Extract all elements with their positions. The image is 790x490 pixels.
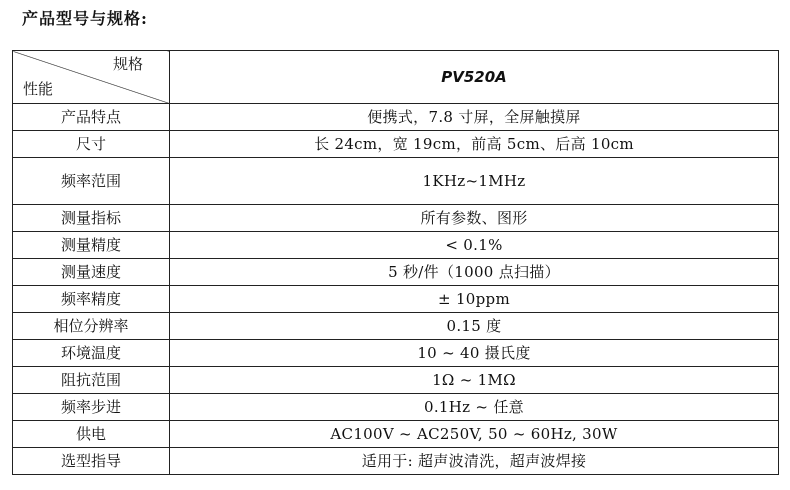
section-heading: 产品型号与规格: [22, 9, 148, 28]
row-label: 阻抗范围 [13, 367, 170, 394]
header-performance-label: 性能 [23, 80, 54, 98]
table-row [13, 313, 779, 340]
row-value: 长 24cm，宽 19cm，前高 5cm、后高 10cm [170, 131, 779, 158]
row-value: < 0.1% [170, 232, 779, 259]
row-value: 1KHz~1MHz [170, 158, 779, 205]
row-label: 测量精度 [13, 232, 170, 259]
row-value: AC100V ~ AC250V, 50 ~ 60Hz, 30W [170, 421, 779, 448]
table-row [13, 158, 779, 205]
row-label: 产品特点 [13, 104, 170, 131]
model-name-cell: PV520A [170, 51, 779, 104]
row-value: 5 秒/件（1000 点扫描） [170, 259, 779, 286]
table-row [13, 131, 779, 158]
row-value: 0.15 度 [170, 313, 779, 340]
row-label: 尺寸 [13, 131, 170, 158]
table-row [13, 259, 779, 286]
row-label: 频率范围 [13, 158, 170, 205]
row-value: ± 10ppm [170, 286, 779, 313]
diagonal-header-cell [13, 51, 170, 104]
row-value: 所有参数、图形 [170, 205, 779, 232]
row-label: 频率步进 [13, 394, 170, 421]
row-label: 相位分辨率 [13, 313, 170, 340]
row-value: 10 ~ 40 摄氏度 [170, 340, 779, 367]
row-label: 测量速度 [13, 259, 170, 286]
row-value: 0.1Hz ~ 任意 [170, 394, 779, 421]
table-row [13, 394, 779, 421]
row-value: 适用于: 超声波清洗，超声波焊接 [170, 448, 779, 475]
table-row [13, 421, 779, 448]
row-value: 1Ω ~ 1MΩ [170, 367, 779, 394]
row-value: 便携式，7.8 寸屏，全屏触摸屏 [170, 104, 779, 131]
row-label: 环境温度 [13, 340, 170, 367]
header-spec-label: 规格 [112, 55, 143, 73]
row-label: 供电 [13, 421, 170, 448]
table-row [13, 286, 779, 313]
row-label: 选型指导 [13, 448, 170, 475]
row-label: 测量指标 [13, 205, 170, 232]
table-row [13, 205, 779, 232]
table-row [13, 104, 779, 131]
table-row [13, 340, 779, 367]
row-label: 频率精度 [13, 286, 170, 313]
table-row [13, 448, 779, 475]
table-row [13, 367, 779, 394]
spec-table [12, 50, 779, 475]
table-row [13, 232, 779, 259]
table-header-row [13, 51, 779, 104]
